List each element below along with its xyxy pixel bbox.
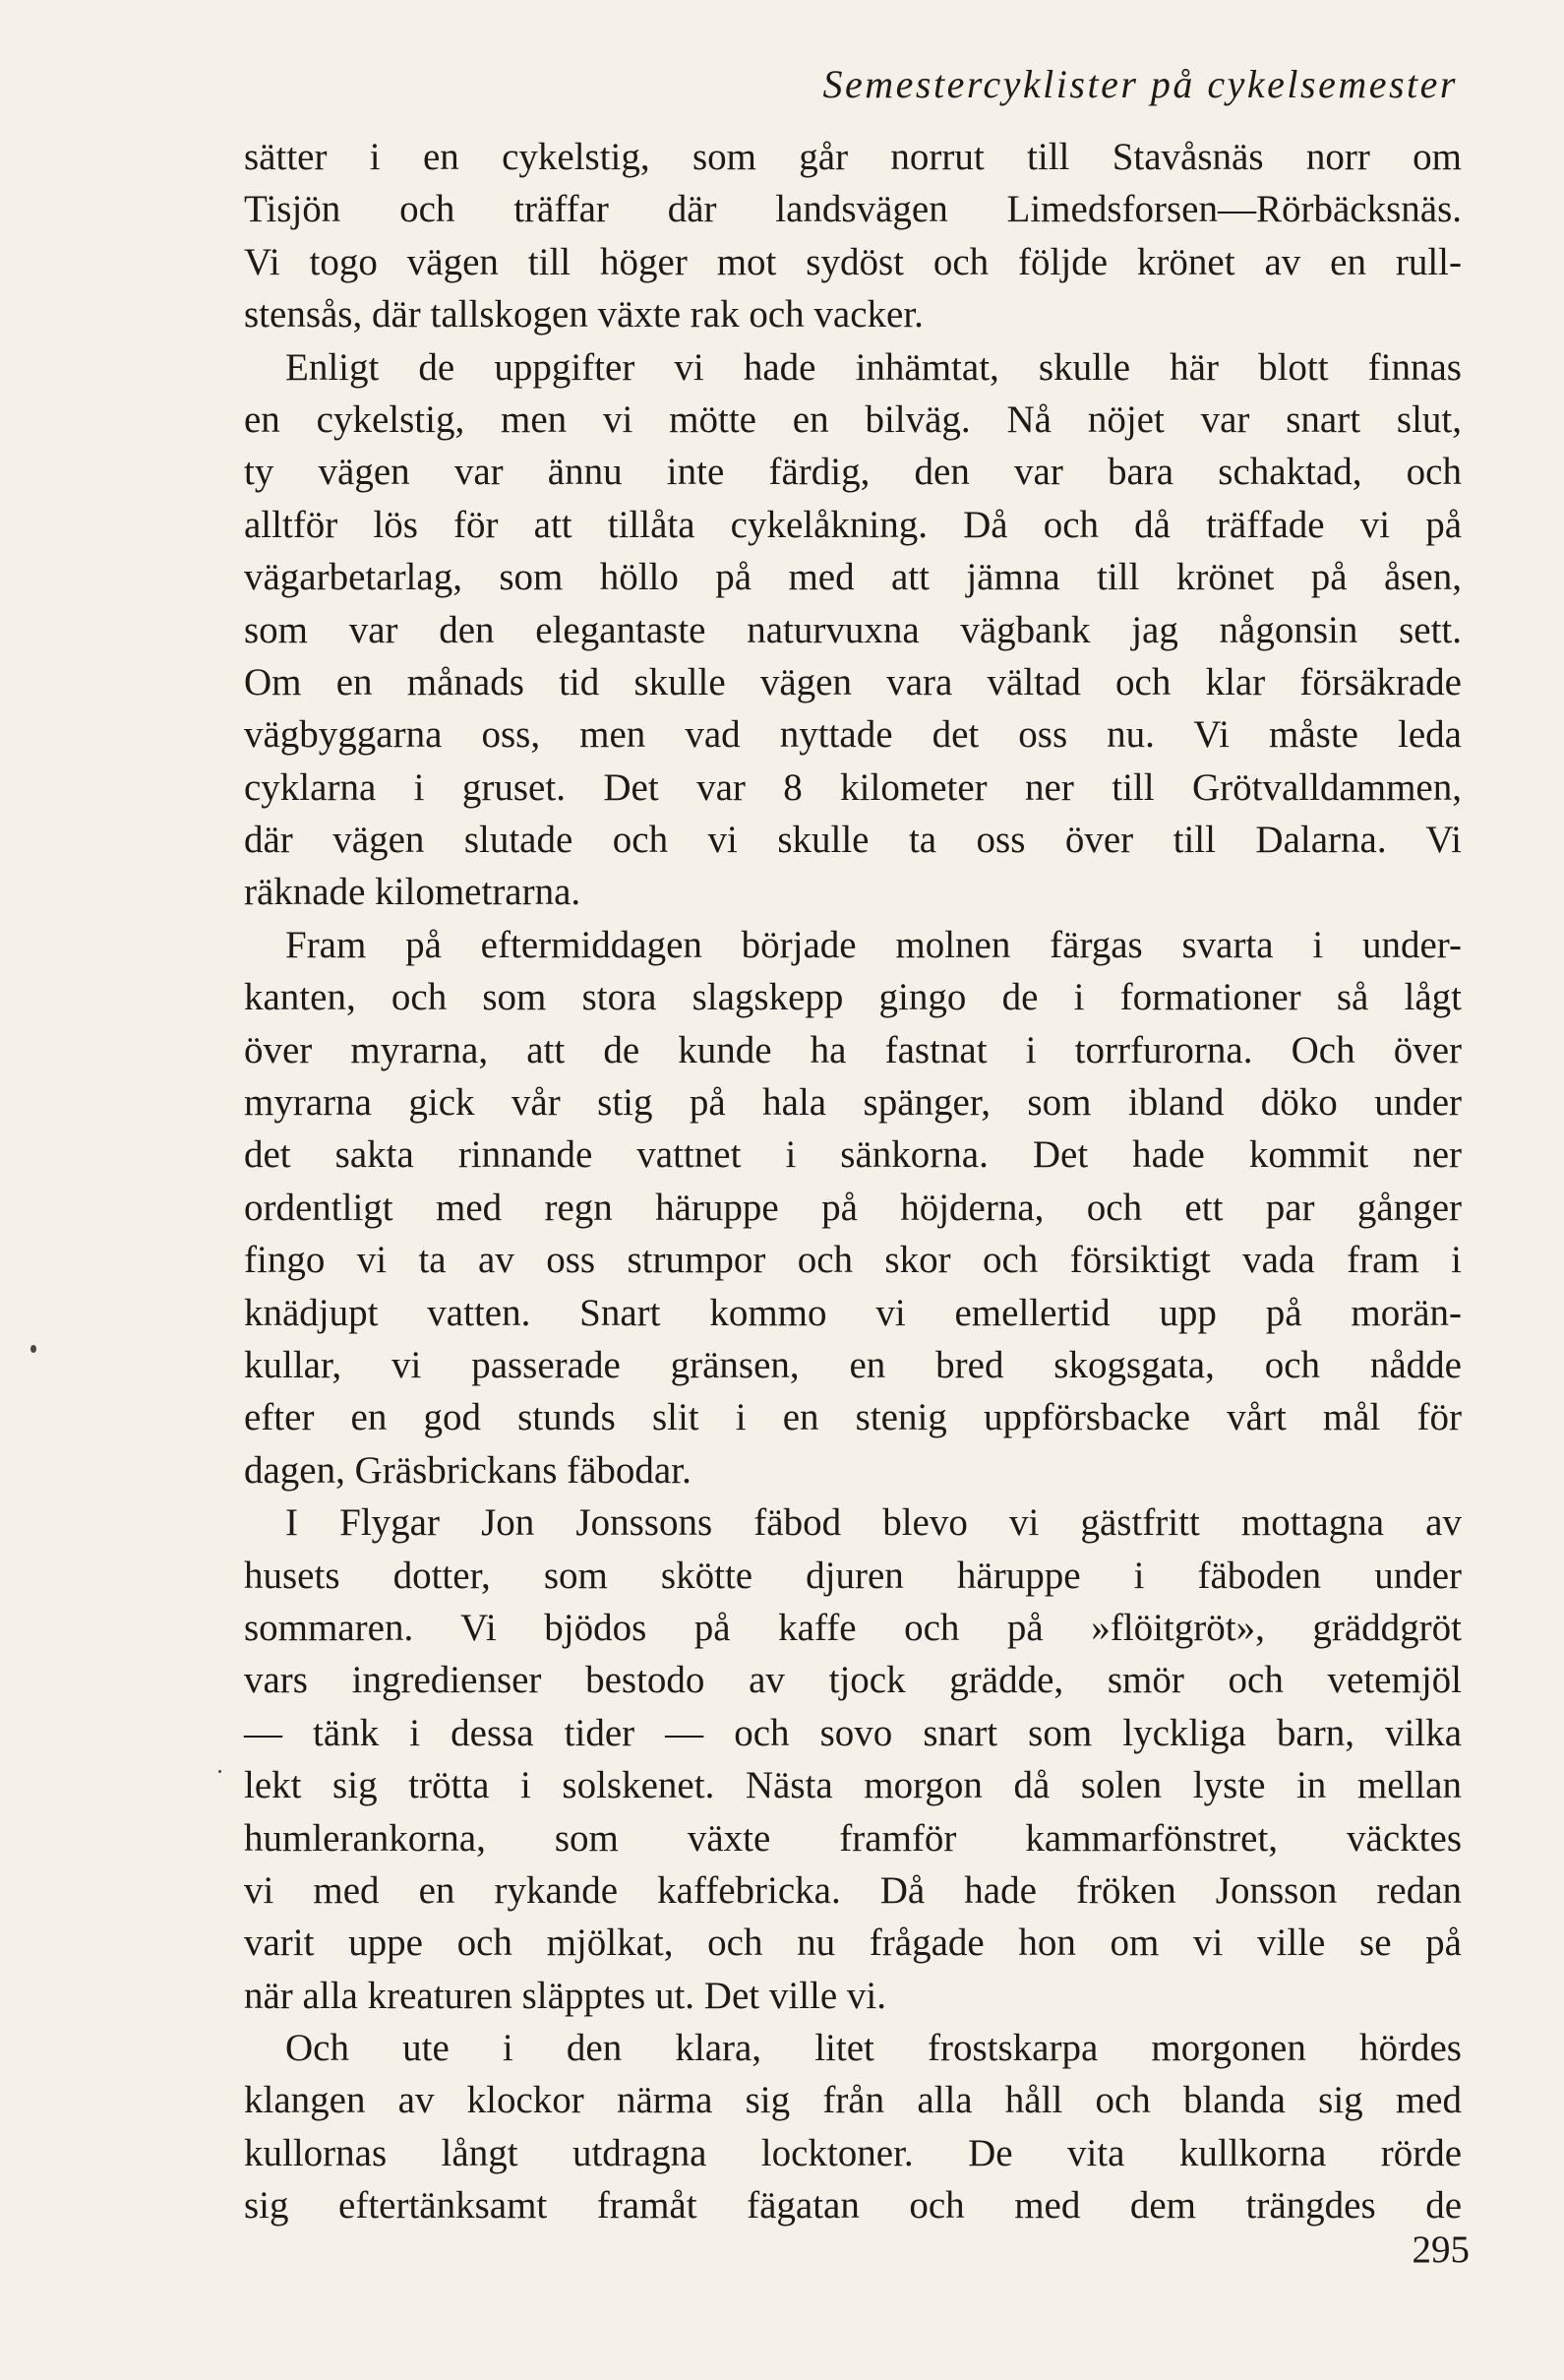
text-line: Och ute i den klara, litet frostskarpa morgonen hördes [285, 2027, 1462, 2070]
text-line: Om en månads tid skulle vägen vara vältad och klar försäkrade [244, 660, 1462, 703]
text-line: Vi togo vägen till höger mot sydöst och följde krönet av en rull- [244, 240, 1462, 283]
body-text [244, 131, 1462, 2232]
running-head: Semestercyklister på cykelsemester [822, 62, 1458, 106]
margin-speck [218, 1770, 221, 1773]
text-line: humlerankorna, som växte framför kammarfönstret, väcktes [244, 1816, 1462, 1860]
text-line: knädjupt vatten. Snart kommo vi emellertid upp på morän- [244, 1291, 1462, 1334]
text-line: kullar, vi passerade gränsen, en bred skogsgata, och nådde [244, 1343, 1462, 1386]
text-line: sommaren. Vi bjödos på kaffe och på »flöitgröt», gräddgröt [244, 1606, 1462, 1649]
text-line: — tänk i dessa tider — och sovo snart som lyckliga barn, vilka [244, 1711, 1462, 1754]
text-line: myrarna gick vår stig på hala spänger, som ibland döko under [244, 1081, 1462, 1125]
text-line: dagen, Gräsbrickans fäbodar. [244, 1448, 692, 1492]
text-line: det sakta rinnande vattnet i sänkorna. Det hade kommit ner [244, 1133, 1462, 1177]
text-line: som var den elegantaste naturvuxna vägbank jag någonsin sett. [244, 608, 1462, 651]
text-line: Fram på eftermiddagen började molnen färgas svarta i under- [285, 923, 1462, 966]
text-line: där vägen slutade och vi skulle ta oss över till Dalarna. Vi [244, 819, 1462, 862]
page-number: 295 [1412, 2228, 1470, 2271]
text-line: ty vägen var ännu inte färdig, den var bara schaktad, och [244, 451, 1462, 494]
text-line: vägbyggarna oss, men vad nyttade det oss nu. Vi måste leda [244, 713, 1462, 757]
text-line: klangen av klockor närma sig från alla håll och blanda sig med [244, 2079, 1462, 2122]
text-line: vi med en rykande kaffebricka. Då hade fröken Jonsson redan [244, 1868, 1462, 1912]
text-line: över myrarna, att de kunde ha fastnat i torrfurorna. Och över [244, 1028, 1462, 1071]
text-line: efter en god stunds slit i en stenig uppförsbacke vårt mål för [244, 1396, 1462, 1439]
text-line: när alla kreaturen släpptes ut. Det ville vi. [244, 1974, 887, 2017]
text-line: husets dotter, som skötte djuren häruppe i fäboden under [244, 1554, 1462, 1597]
text-line: räknade kilometrarna. [244, 871, 581, 914]
text-line: vägarbetarlag, som höllo på med att jämna till krönet på åsen, [244, 556, 1462, 599]
text-line: en cykelstig, men vi mötte en bilväg. Nå nöjet var snart slut, [244, 397, 1462, 441]
text-line: fingo vi ta av oss strumpor och skor och försiktigt vada fram i [244, 1239, 1462, 1282]
text-line: Tisjön och träffar där landsvägen Limedsforsen—Rörbäcksnäs. [244, 188, 1462, 231]
text-line: lekt sig trötta i solskenet. Nästa morgon då solen lyste in mellan [244, 1764, 1462, 1807]
text-line: ordentligt med regn häruppe på höjderna, och ett par gånger [244, 1186, 1462, 1229]
text-line: sig eftertänksamt framåt fägatan och med dem trängdes de [244, 2184, 1462, 2227]
margin-speck [30, 1345, 36, 1353]
text-line: vars ingredienser bestodo av tjock grädde, smör och vetemjöl [244, 1659, 1462, 1702]
text-line: sätter i en cykelstig, som går norrut till Stavåsnäs norr om [244, 136, 1462, 178]
text-line: I Flygar Jon Jonssons fäbod blevo vi gästfritt mottagna av [285, 1501, 1462, 1545]
text-line: Enligt de uppgifter vi hade inhämtat, skulle här blott finnas [285, 345, 1462, 389]
text-line: varit uppe och mjölkat, och nu frågade hon om vi ville se på [244, 1922, 1462, 1965]
text-line: alltför lös för att tillåta cykelåkning. Då och då träffade vi på [244, 503, 1462, 546]
text-line: kanten, och som stora slagskepp gingo de i formationer så lågt [244, 976, 1462, 1019]
text-line: cyklarna i gruset. Det var 8 kilometer ner till Grötvalldammen, [244, 765, 1462, 809]
text-line: stensås, där tallskogen växte rak och vacker. [244, 293, 924, 336]
text-line: kullornas långt utdragna locktoner. De vita kullkorna rörde [244, 2131, 1462, 2174]
